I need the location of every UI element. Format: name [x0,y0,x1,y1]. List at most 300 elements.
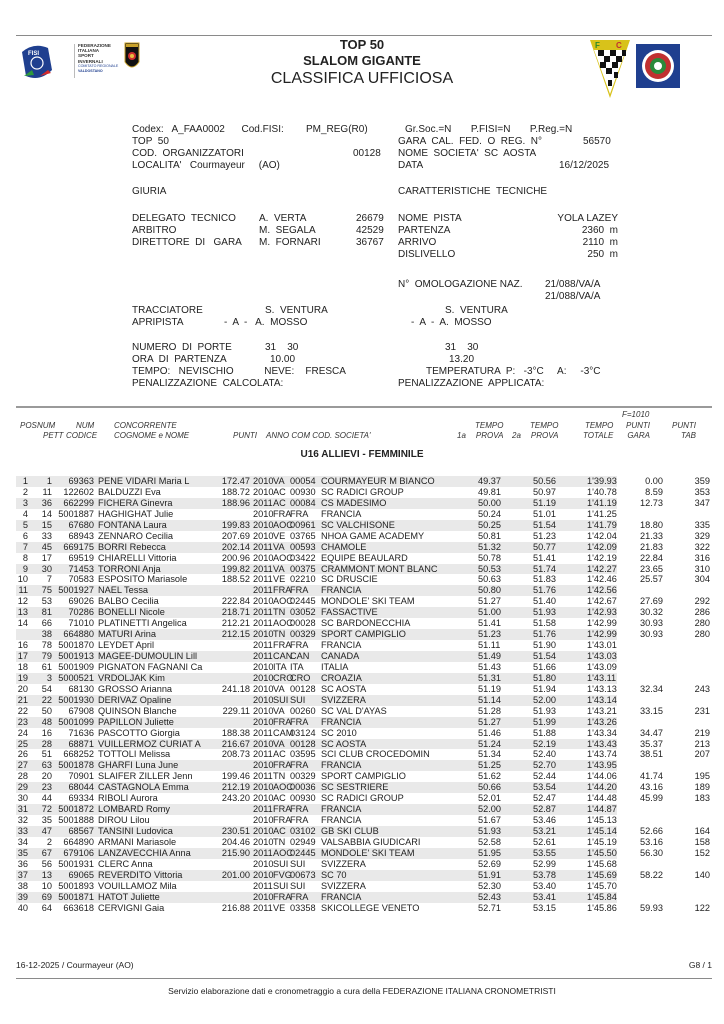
table-row [16,847,710,859]
row-table-points: 292 [694,596,710,607]
logo-text-line: FEDERAZIONE [78,43,111,48]
table-row [16,486,710,498]
row-pos: 23 [17,716,28,727]
row-club: FRANCIA [321,804,362,815]
row-race-points: 8.59 [645,486,663,497]
table-row [16,530,710,542]
table-row [16,683,710,695]
row-code: 5001893 [58,880,94,891]
row-table-points: 353 [694,486,710,497]
header-punti-gara [626,421,650,441]
row-run1-time: 51.11 [478,640,501,651]
row-year: 2011 [253,497,273,508]
row-bib: 56 [41,858,52,869]
row-committee: AOC [273,618,293,629]
row-run2-time: 53.78 [533,869,556,880]
row-name: QUINSON Blanche [98,705,177,716]
row-total-time: 1'44.20 [587,782,617,793]
row-code: 69026 [68,596,94,607]
row-run1-time: 51.23 [478,629,501,640]
row-committee: TN [273,836,286,847]
row-committee: FRA [273,760,292,771]
row-run2-time: 50.77 [533,541,556,552]
row-table-points: 280 [694,618,710,629]
row-name: ESPOSITO Mariasole [98,574,188,585]
row-bib: 20 [41,771,52,782]
row-committee: AOC [273,847,293,858]
row-points: 201.00 [221,869,250,880]
row-total-time: 1'43.26 [587,716,617,727]
row-points: 212.15 [221,629,250,640]
svg-text:F: F [595,41,600,50]
row-table-points: 140 [694,869,710,880]
row-name: BALDUZZI Eva [98,486,161,497]
row-run1-time: 51.24 [478,738,501,749]
row-year: 2010 [253,694,274,705]
row-total-time: 1'43.09 [587,661,617,672]
row-code: 71636 [68,727,94,738]
row-total-time: 1'42.09 [587,541,617,552]
row-run1-time: 52.30 [478,880,501,891]
header-run2-prefix: 2a [512,431,521,440]
header-num-codice-1: NUM [76,421,95,430]
row-total-time: 1'43.34 [587,727,617,738]
row-name: DERIVAZ Opaline [98,694,172,705]
row-pos: 32 [17,815,28,826]
row-name: HAGHIGHAT Julie [98,508,174,519]
row-run1-time: 50.63 [478,574,501,585]
row-code: 69065 [68,869,94,880]
row-club-code: 03595 [290,749,316,760]
header-num-codice-2: CODICE [66,431,98,440]
row-race-points: 30.32 [640,607,663,618]
header-tempo2 [530,421,558,441]
row-points: 199.46 [221,771,250,782]
row-table-points: 189 [694,782,710,793]
header-tempo1-2: PROVA [475,431,504,440]
table-row [16,519,710,531]
row-pos: 2 [22,486,28,497]
row-committee: TN [273,607,286,618]
tech-label: DISLIVELLO [398,249,456,260]
row-pos: 25 [17,738,28,749]
header-totale [583,421,613,441]
row-total-time: 1'44.06 [587,771,617,782]
table-row [16,771,710,782]
row-club-code: SUI [290,694,306,705]
row-run2-time: 53.21 [533,826,556,836]
row-code: 664890 [63,836,94,847]
row-points: 199.83 [221,519,250,530]
row-name: TANSINI Ludovica [98,826,173,836]
row-race-points: 21.33 [640,530,663,541]
row-run1-time: 50.53 [478,563,501,574]
row-club: MONDOLE' SKI TEAM [321,847,415,858]
row-committee: AC [273,486,286,497]
header-punti-gara-2: GARA [627,431,650,440]
row-run2-time: 51.54 [533,651,556,661]
logo-text-line: ITALIANA [78,48,100,54]
row-bib: 16 [41,727,52,738]
table-row [16,804,617,815]
header-totale-2: TOTALE [583,431,614,440]
row-total-time: 1'39.93 [587,476,617,486]
row-pos: 39 [17,891,28,902]
header-num-codice [66,421,97,441]
row-race-points: 52.66 [640,826,663,836]
jury-name: M. SEGALA [259,225,316,236]
row-bib: 22 [41,694,52,705]
row-run1-time: 51.95 [478,847,501,858]
row-points: 218.71 [221,607,250,618]
row-code: 5001931 [58,858,94,869]
row-run1-time: 51.43 [478,661,501,672]
row-points: 216.88 [221,902,250,913]
table-row [16,705,710,717]
row-code: 663618 [63,902,94,913]
row-club-code: 03358 [290,902,316,913]
row-year: 2011 [253,574,273,585]
row-year: 2010 [253,596,274,607]
row-bib: 28 [41,738,52,749]
table-row [16,760,617,771]
row-committee: VA [273,683,285,694]
row-points: 207.69 [221,530,250,541]
row-committee: TN [273,629,286,640]
row-total-time: 1'42.99 [587,618,617,629]
row-club-code: FRA [290,508,309,519]
row-year: 2010 [253,782,274,793]
row-total-time: 1'45.14 [587,826,617,836]
row-pos: 29 [17,782,28,793]
row-points: 222.84 [221,596,250,607]
row-bib: 1 [46,476,52,486]
row-race-points: 30.93 [640,618,663,629]
header-run1-prefix: 1a [457,431,466,440]
porte-run2: 31 30 [445,342,479,353]
row-committee: SUI [273,880,289,891]
row-club: NHOA GAME ACADEMY [321,530,425,541]
row-code: 5001927 [58,585,94,596]
row-points: 241.18 [221,683,250,694]
header-punti-tab-1: PUNTI [672,421,696,430]
table-row [16,497,710,509]
row-run1-time: 52.58 [478,836,501,847]
row-club-code: 00128 [290,738,316,749]
row-bib: 2 [46,836,52,847]
fic-logo [590,38,690,98]
row-year: 2010 [253,629,274,640]
row-name: MATURI Arina [98,629,157,640]
table-row [16,596,710,607]
row-name: PASCOTTO Giorgia [98,727,180,738]
row-run1-time: 52.69 [478,858,501,869]
omologazione-label: N° OMOLOGAZIONE NAZ. [398,279,523,290]
row-club: FRANCIA [321,760,362,771]
row-bib: 23 [41,782,52,793]
row-total-time: 1'42.67 [587,596,617,607]
row-club-code: CRO [290,672,311,683]
row-pos: 31 [17,804,28,815]
row-race-points: 18.80 [640,519,663,530]
row-pos: 11 [18,585,28,596]
row-club: SC VAL D'AYAS [321,705,387,716]
row-name: NAEL Tessa [98,585,149,596]
row-run1-time: 51.67 [478,815,501,826]
row-code: 5001887 [58,508,94,519]
row-run2-time: 50.97 [533,486,556,497]
row-name: PENE VIDARI Maria L [98,476,190,486]
row-pos: 24 [17,727,28,738]
row-run1-time: 51.93 [478,826,501,836]
row-committee: FRA [273,585,292,596]
row-total-time: 1'42.93 [587,607,617,618]
row-year: 2010 [253,705,274,716]
row-name: GHARFI Luna June [98,760,179,771]
row-pos: 13 [17,607,28,618]
jury-code: 36767 [356,237,384,248]
row-name: HATOT Juliette [98,891,160,902]
row-bib: 17 [41,552,52,563]
jury-name: M. FORNARI [259,237,321,248]
row-club: SC 70 [321,869,347,880]
gara-cal-number: 56570 [583,136,611,147]
row-pos: 9 [22,563,28,574]
row-year: 2010 [253,486,274,497]
row-pos: 33 [17,826,28,836]
row-year: 2010 [253,661,274,672]
row-year: 2011 [253,804,273,815]
jury-code: 42529 [356,225,384,236]
row-bib: 78 [41,640,52,651]
row-club: SC 2010 [321,727,357,738]
row-code: 668252 [63,749,94,760]
row-run1-time: 50.25 [478,519,501,530]
jury-code: 26679 [356,213,384,224]
row-year: 2011 [253,771,273,782]
row-year: 2010 [253,858,274,869]
row-points: 188.38 [221,727,250,738]
row-club: SC AOSTA [321,683,367,694]
row-race-points: 12.73 [640,497,663,508]
header-f-value: F=1010 [622,410,650,419]
row-total-time: 1'42.99 [587,629,617,640]
header-num-pett-2: PETT [43,431,64,440]
row-club-code: 03422 [290,552,316,563]
row-club-code: 00054 [290,476,316,486]
row-committee: CAM [273,727,294,738]
row-total-time: 1'45.19 [587,836,617,847]
row-club-code: 02445 [290,596,316,607]
row-points: 230.51 [221,826,250,836]
row-total-time: 1'43.21 [587,705,617,716]
row-code: 664880 [63,629,94,640]
row-club: SC DRUSCIE [321,574,378,585]
row-table-points: 164 [694,826,710,836]
row-committee: VA [273,541,285,552]
row-name: BORRI Rebecca [98,541,166,552]
row-run1-time: 50.24 [478,508,501,519]
tech-value: 2360 m [581,225,618,236]
row-name: CASTAGNOLA Emma [98,782,189,793]
row-race-points: 22.84 [640,552,663,563]
row-points: 243.20 [221,793,250,804]
row-bib: 51 [41,749,52,760]
row-pos: 10 [17,574,28,585]
omologazione-value-1: 21/088/VA/A [545,279,601,290]
row-year: 2010 [253,672,274,683]
table-row [16,902,710,914]
row-pos: 30 [17,793,28,804]
row-run2-time: 51.93 [533,607,556,618]
row-run1-time: 51.25 [478,760,501,771]
flags-line: Gr.Soc.=N P.FISI=N P.Reg.=N [405,124,573,135]
row-year: 2010 [253,530,274,541]
row-year: 2010 [253,716,274,727]
row-committee: CAN [273,651,293,661]
row-code: 69519 [68,552,94,563]
row-name: PLATINETTI Angelica [98,618,187,629]
row-code: 5001870 [58,640,94,651]
row-total-time: 1'41.25 [587,508,617,519]
codex-line: Codex: A_FAA0002 Cod.FISI: PM_REG(R0) [132,124,368,135]
table-row [16,509,617,520]
row-points: 202.14 [221,541,250,552]
gara-cal-label: GARA CAL. FED. O REG. N° [398,136,543,147]
row-run2-time: 53.15 [533,902,556,913]
row-total-time: 1'42.46 [587,574,617,585]
row-run1-time: 50.00 [478,497,501,508]
table-row [16,563,710,575]
row-run2-time: 53.55 [533,847,556,858]
row-year: 2010 [253,826,274,836]
footer-page-number: G8 / 1 [688,960,712,970]
row-bib: 79 [41,651,52,661]
row-club-code: 00036 [290,782,316,793]
row-committee: AOC [273,596,293,607]
row-name: PAPILLON Juliette [98,716,174,727]
row-club: FASSACTIVE [321,607,378,618]
row-committee: TN [273,771,286,782]
row-club-code: FRA [290,891,309,902]
row-year: 2010 [253,683,274,694]
row-year: 2011 [253,749,273,760]
row-year: 2010 [253,836,274,847]
tracciatore-run2: S. VENTURA [445,305,508,316]
row-total-time: 1'41.79 [587,519,617,530]
results-table [16,476,710,914]
row-run1-time: 51.31 [478,672,501,683]
row-name: GROSSO Arianna [98,683,173,694]
row-run1-time: 50.81 [478,530,501,541]
giuria-heading: GIURIA [132,186,167,197]
row-run2-time: 53.40 [533,880,556,891]
row-bib: 67 [41,847,52,858]
table-row [16,662,617,673]
row-total-time: 1'42.19 [587,552,617,563]
row-table-points: 280 [694,629,710,640]
ora-label: ORA DI PARTENZA [132,354,227,365]
row-table-points: 347 [694,497,710,508]
row-committee: FVG [273,869,292,880]
row-run1-time: 51.41 [478,618,501,629]
row-run1-time: 52.00 [478,804,501,815]
row-run2-time: 51.76 [533,585,556,596]
row-run2-time: 51.58 [533,618,556,629]
row-club: CRAMMONT MONT BLANC [321,563,438,574]
row-club: SC AOSTA [321,738,367,749]
row-name: BALBO Cecilia [98,596,159,607]
row-total-time: 1'41.19 [587,497,617,508]
row-committee: AC [273,497,286,508]
porte-label: NUMERO DI PORTE [132,342,232,353]
row-name: PIGNATON FAGNANI Ca [98,661,203,672]
row-year: 2010 [253,815,274,826]
row-club: ITALIA [321,661,349,672]
row-points: 188.96 [221,497,250,508]
row-table-points: 183 [694,793,710,804]
row-code: 662299 [63,497,94,508]
title-classification: CLASSIFICA UFFICIOSA [270,70,454,87]
row-table-points: 243 [694,683,710,694]
row-committee: VA [273,705,285,716]
row-name: REVERDITO Vittoria [98,869,183,880]
fic-checkered-icon [590,38,690,100]
row-race-points: 30.93 [640,629,663,640]
row-club-code: 00593 [290,541,316,552]
header-punti-tab-2: TAB [681,431,696,440]
row-code: 68567 [68,826,94,836]
row-total-time: 1'45.86 [587,902,617,913]
row-year: 2010 [253,552,274,563]
row-year: 2010 [253,891,274,902]
row-pos: 22 [17,705,28,716]
row-points: 229.11 [222,705,250,716]
row-run2-time: 51.54 [533,519,556,530]
row-pos: 7 [22,541,28,552]
row-club-code: 03102 [290,826,316,836]
row-pos: 14 [17,618,28,629]
category-title: U16 ALLIEVI - FEMMINILE [300,449,424,460]
row-committee: FRA [273,815,292,826]
row-year: 2010 [253,738,274,749]
row-pos: 8 [22,552,28,563]
row-pos: 38 [17,880,28,891]
row-club-code: FRA [290,804,309,815]
table-row [16,892,617,903]
row-committee: ITA [273,661,287,672]
row-bib: 66 [41,618,52,629]
row-year: 2011 [253,585,273,596]
row-bib: 53 [41,596,52,607]
row-committee: VA [273,738,285,749]
row-club: FRANCIA [321,815,362,826]
row-bib: 63 [41,760,52,771]
row-table-points: 329 [694,530,710,541]
row-bib: 38 [41,629,52,640]
row-run2-time: 52.99 [533,858,556,869]
row-club-code: 00930 [290,793,316,804]
row-year: 2011 [253,727,273,738]
caratteristiche-heading: CARATTERISTICHE TECNICHE [398,186,548,197]
row-club: CROAZIA [321,672,362,683]
row-total-time: 1'45.69 [587,869,617,880]
row-club: COURMAYEUR M BIANCO [321,476,435,486]
table-row [16,618,710,629]
row-year: 2011 [253,607,273,618]
row-pos: 4 [22,508,28,519]
row-committee: VA [273,563,285,574]
